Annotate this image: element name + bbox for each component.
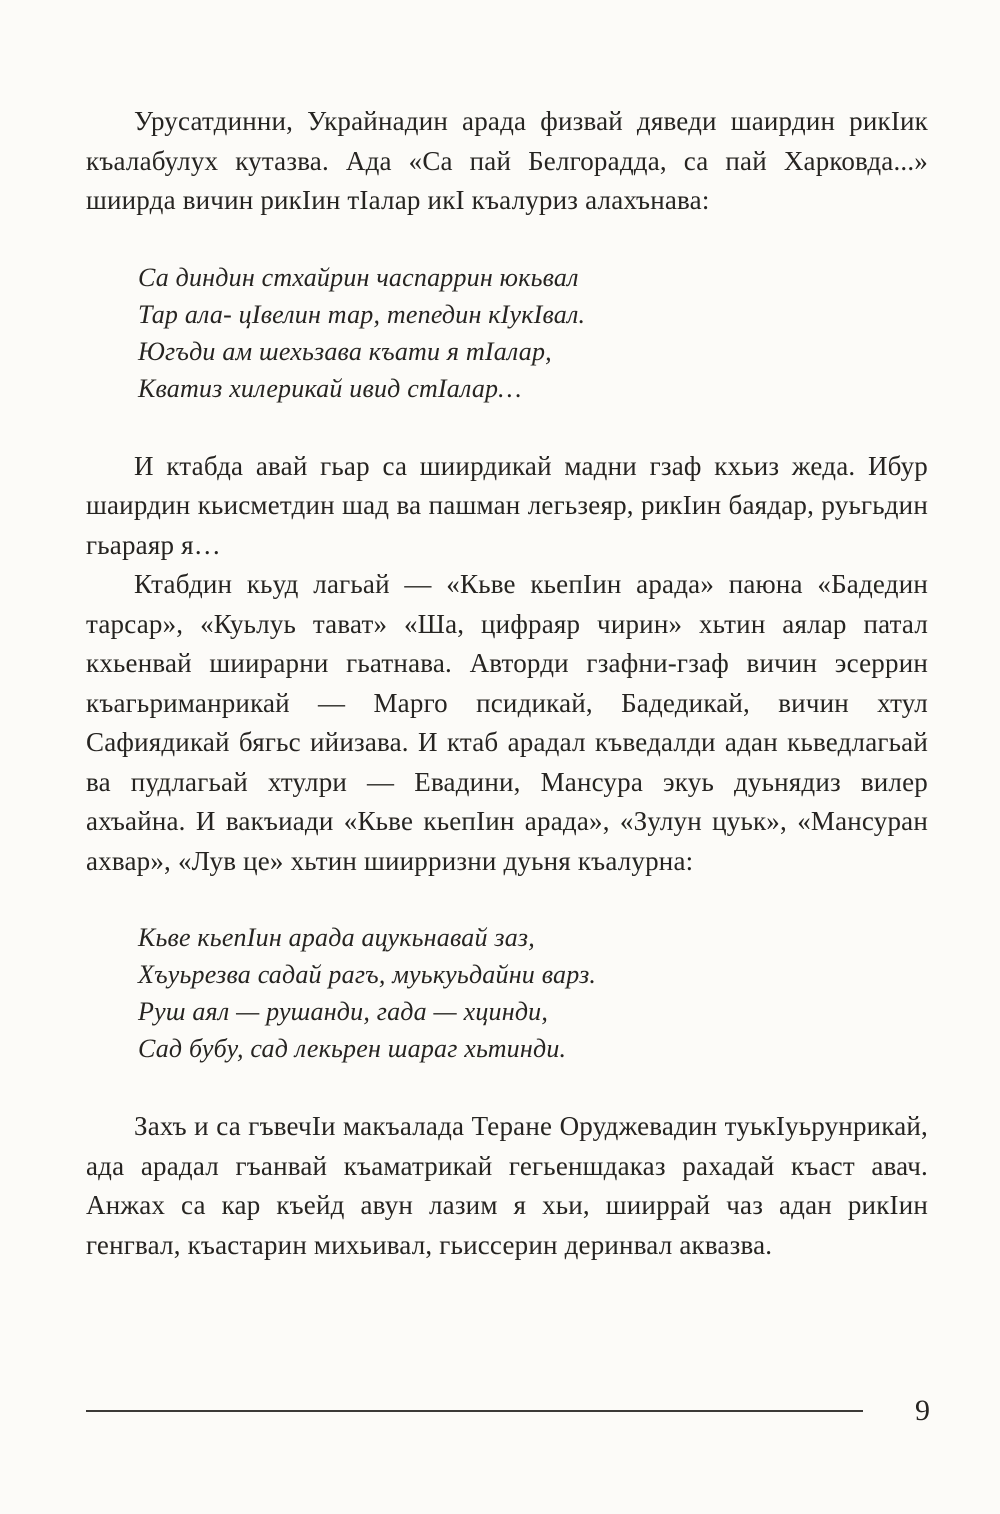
paragraph-book-overview: И ктабда авай гьар са шиирдикай мадни гзаф кхьиз жеда. Ибур шаирдин кьисметдин шад ва пашман легьзеяр, рикIин баядар, руьгьдин гьараяр я… [86, 450, 928, 560]
verse-line: Кьве кьепIин арада ацукьнавай заз, [138, 923, 535, 952]
footer-rule [86, 1410, 863, 1412]
paragraph-fourth-part: Ктабдин кьуд лагьай — «Кьве кьепIин арада» паюна «Бадедин тарсар», «Куьлуь тават» «Ша, цифраяр чирин» хьтин аялар патал кхьенвай шиирарни гьатнава. Авторди гзафни-гзаф вичин эсеррин къагьриманрикай — Марго псидикай, Бадедикай, вичин хтул Сафиядикай бягьс ийизава. И ктаб арадал къведалди адан кьведлагьай ва пудлагьай хтулри — Евадини, Мансура экуь дуьнядиз вилер ахъайна. И вакъиади «Кьве кьепIин арада», «Зулун цуьк», «Мансуран ахвар», «Лув це» хьтин шиирризни дуьня къалурна: [86, 569, 928, 876]
verse-line: Югъди ам шехьзава къати я тIалар, [138, 336, 552, 366]
paragraph-intro: Урусатдинни, Украйнадин арада физвай дяведи шаирдин рикIик къалабулух кутазва. Ада «Са пай Белгорадда, са пай Харковда...» шиирда вичин рикIин тIалар икI къалуриз алахънава: [86, 106, 928, 215]
verse-line: Руш аял — рушанди, гада — хцинди, [138, 997, 549, 1026]
page-footer [86, 1396, 930, 1426]
verse-line: Тар ала- цIвелин тар, тепедин кIукIвал. [138, 299, 586, 329]
verse-line: Сад бубу, сад лекьрен шараг хьтинди. [138, 1034, 567, 1063]
verse-line: Хъуьрезва садай рагъ, муькуьдайни варз. [138, 960, 597, 989]
verse-stanza-2 [138, 919, 928, 1067]
verse-line: Кватиз хилерикай ивид стIалар… [138, 373, 522, 403]
verse-line: Са диндин стхайрин часпаррин юкьвал [138, 262, 579, 292]
page-number: 9 [915, 1394, 930, 1427]
paragraph-conclusion: Захъ и са гъвечIи макъалада Теране Оруджевадин туькIуьрунрикай, ада арадал гъанвай къаматрикай гегьеншдаказ рахадай къаст авач. Анжах са кар къейд авун лазим я хьи, шииррай чаз адан рикIин генгвал, къастарин михьивал, гьиссерин деринвал аквазва. [86, 1111, 928, 1260]
verse-stanza-1 [138, 259, 928, 407]
